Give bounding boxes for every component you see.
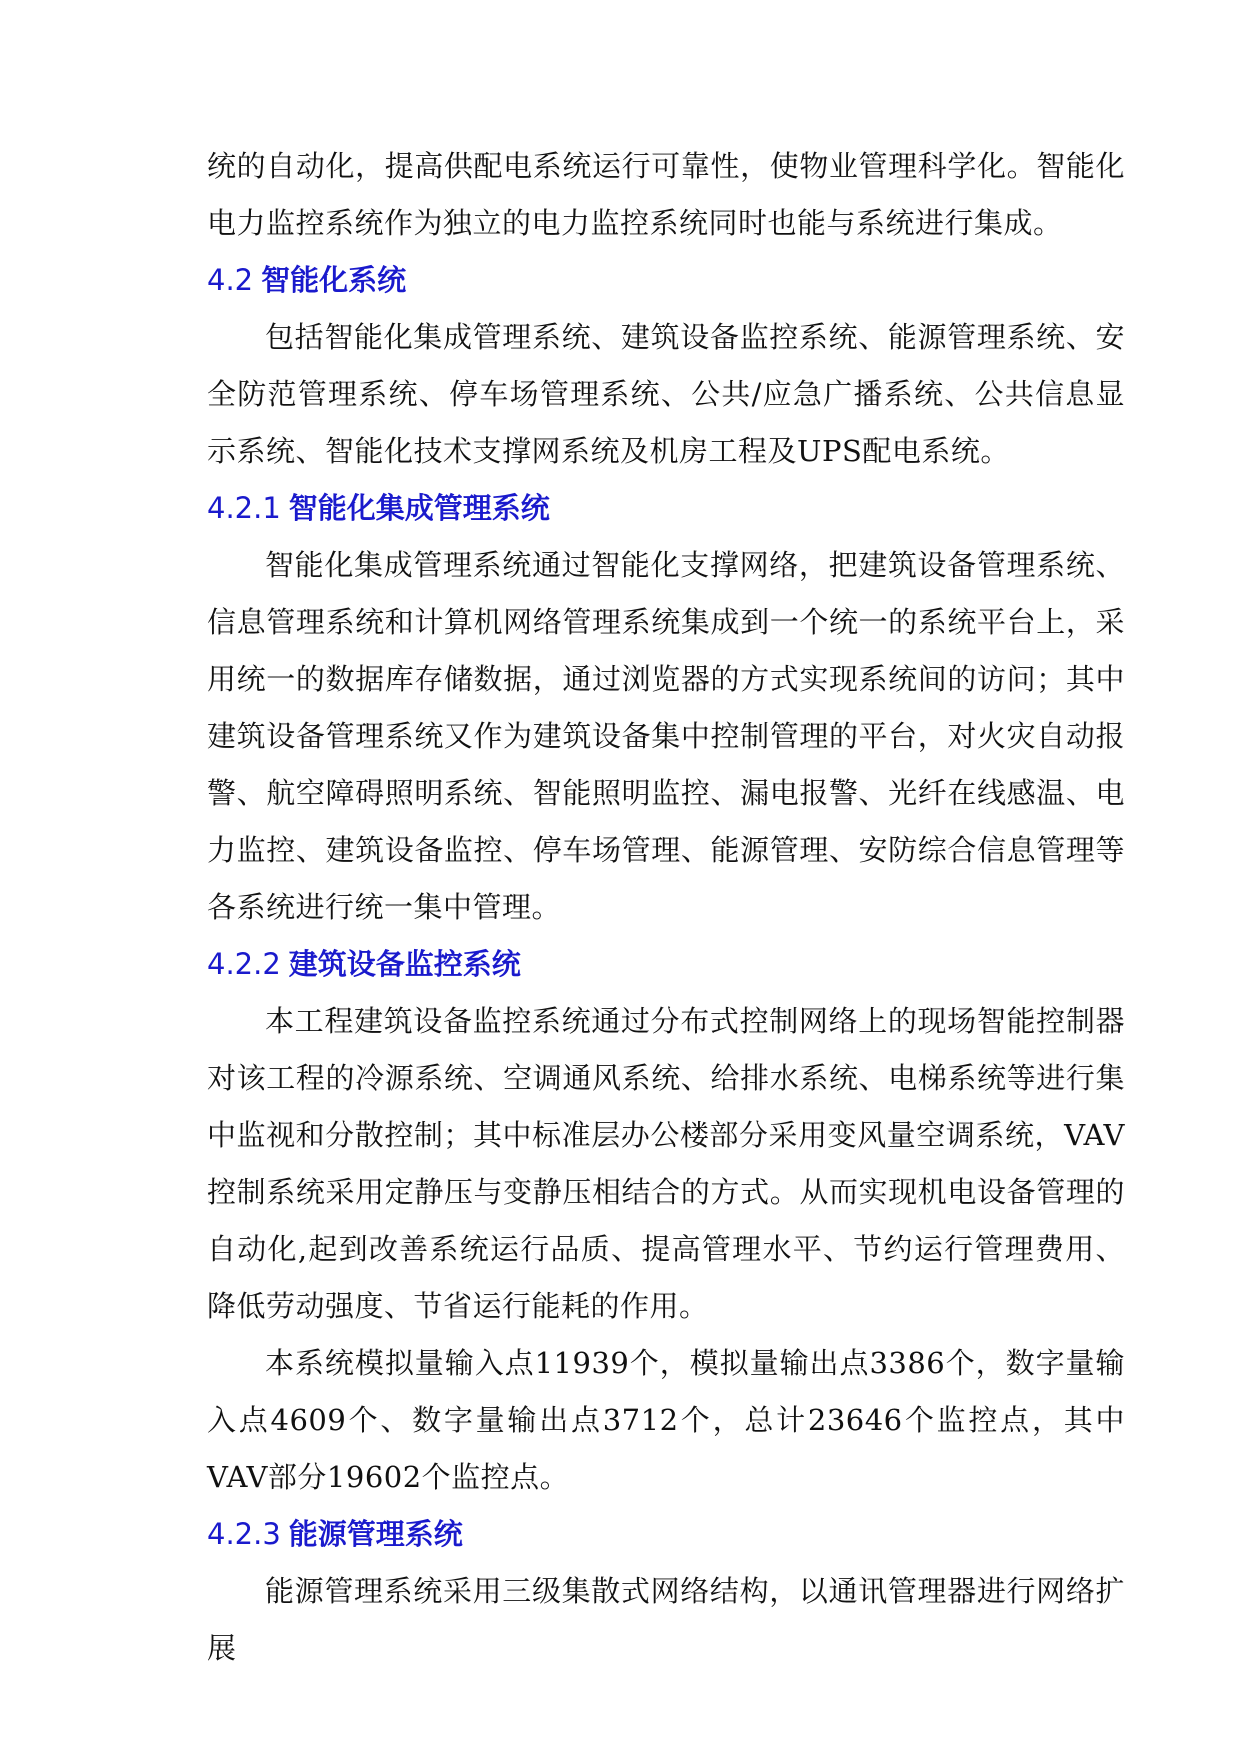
section-number: 4.2.2 (207, 947, 281, 981)
section-4-2-body: 包括智能化集成管理系统、建筑设备监控系统、能源管理系统、安全防范管理系统、停车场管理系统、公共/应急广播系统、公共信息显示系统、智能化技术支撑网系统及机房工程及UPS配电系统。 (207, 320, 1125, 468)
section-title: 建筑设备监控系统 (288, 947, 521, 981)
section-4-2-2-body-2: 本系统模拟量输入点11939个，模拟量输出点3386个，数字量输入点4609个、数字量输出点3712个，总计23646个监控点，其中VAV部分19602个监控点。 (207, 1346, 1125, 1494)
section-4-2-2-body-1: 本工程建筑设备监控系统通过分布式控制网络上的现场智能控制器对该工程的冷源系统、空调通风系统、给排水系统、电梯系统等进行集中监视和分散控制；其中标准层办公楼部分采用变风量空调系统，VAV控制系统采用定静压与变静压相结合的方式。从而实现机电设备管理的自动化,起到改善系统运行品质、提高管理水平、节约运行管理费用、降低劳动强度、节省运行能耗的作用。 (207, 1004, 1125, 1323)
section-title: 智能化系统 (261, 263, 407, 297)
section-heading-4-2-2 (207, 936, 1125, 993)
section-number: 4.2.1 (207, 491, 281, 525)
section-number: 4.2 (207, 263, 254, 297)
document-page (207, 138, 1125, 1677)
section-title: 能源管理系统 (288, 1517, 463, 1551)
section-heading-4-2-1 (207, 480, 1125, 537)
section-4-2-3-body: 能源管理系统采用三级集散式网络结构，以通讯管理器进行网络扩展 (207, 1574, 1125, 1665)
section-title: 智能化集成管理系统 (288, 491, 550, 525)
intro-paragraph: 统的自动化，提高供配电系统运行可靠性，使物业管理科学化。智能化电力监控系统作为独立的电力监控系统同时也能与系统进行集成。 (207, 149, 1125, 240)
section-number: 4.2.3 (207, 1517, 281, 1551)
section-4-2-1-body: 智能化集成管理系统通过智能化支撑网络，把建筑设备管理系统、信息管理系统和计算机网络管理系统集成到一个统一的系统平台上，采用统一的数据库存储数据，通过浏览器的方式实现系统间的访问；其中建筑设备管理系统又作为建筑设备集中控制管理的平台，对火灾自动报警、航空障碍照明系统、智能照明监控、漏电报警、光纤在线感温、电力监控、建筑设备监控、停车场管理、能源管理、安防综合信息管理等各系统进行统一集中管理。 (207, 548, 1125, 924)
section-heading-4-2-3 (207, 1506, 1125, 1563)
section-heading-4-2 (207, 252, 1125, 309)
